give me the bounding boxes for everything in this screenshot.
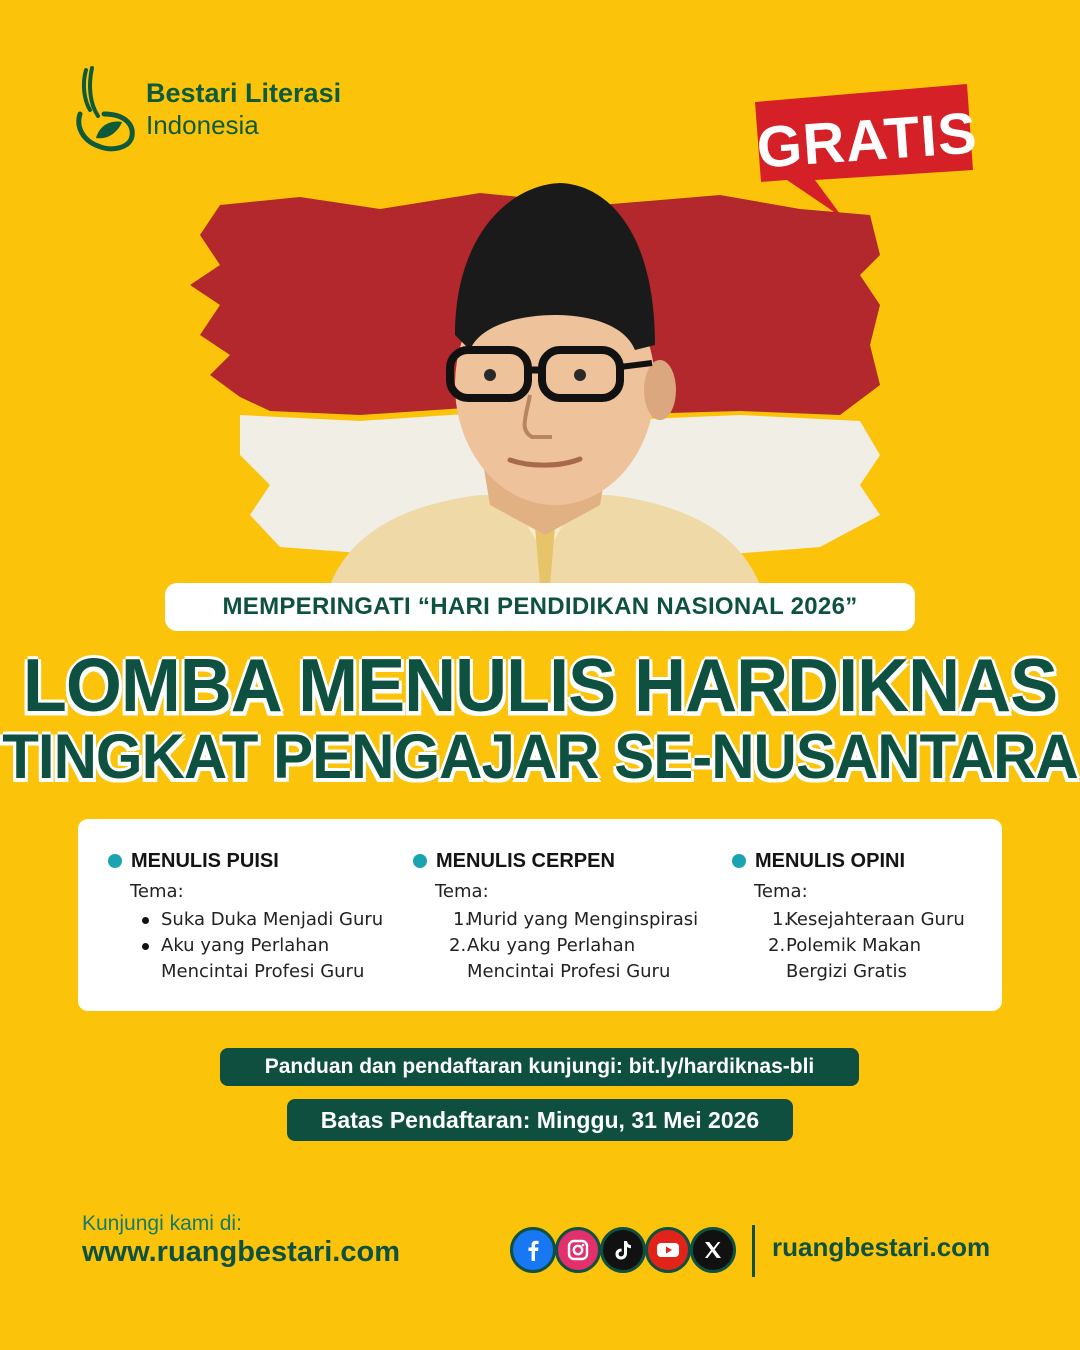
list-item: Suka Duka Menjadi Guru	[161, 907, 383, 933]
category-title: MENULIS PUISI	[131, 849, 279, 872]
bestari-leaf-logo-icon	[72, 64, 136, 154]
list-item: Bergizi Gratis	[786, 961, 907, 982]
teal-dot-icon	[732, 854, 746, 868]
bullet-icon	[142, 943, 149, 950]
bullet-icon	[142, 917, 149, 924]
category-title: MENULIS OPINI	[755, 849, 906, 872]
brand-name-line1: Bestari Literasi	[146, 78, 342, 108]
list-item: 1. Kesejahteraan Guru	[772, 909, 965, 930]
tiktok-icon[interactable]	[600, 1227, 646, 1273]
social-handle[interactable]: ruangbestari.com	[772, 1232, 991, 1262]
youtube-icon[interactable]	[645, 1227, 691, 1273]
instagram-icon[interactable]	[555, 1227, 601, 1273]
social-icons	[510, 1227, 736, 1273]
registration-guide-link[interactable]: Panduan dan pendaftaran kunjungi: bit.ly/hardiknas-bli	[220, 1048, 859, 1086]
theme-list	[413, 907, 698, 985]
list-item: Mencintai Profesi Guru	[161, 961, 365, 982]
brand-logo	[72, 64, 341, 154]
brand-name-line2: Indonesia	[146, 110, 259, 140]
website-link[interactable]: www.ruangbestari.com	[82, 1236, 400, 1268]
list-item: Mencintai Profesi Guru	[467, 961, 671, 982]
list-item: 2. Aku yang Perlahan	[449, 935, 636, 956]
hero-portrait-illustration	[180, 175, 900, 585]
x-icon[interactable]	[690, 1227, 736, 1273]
list-item: 2. Polemik Makan	[768, 935, 922, 956]
visit-label: Kunjungi kami di:	[82, 1212, 242, 1235]
commemoration-banner: MEMPERINGATI “HARI PENDIDIKAN NASIONAL 2026”	[165, 583, 915, 631]
theme-list	[108, 907, 383, 985]
event-title-line2: TINGKAT PENGAJAR SE-NUSANTARA	[2, 721, 1078, 792]
tema-label: Tema:	[130, 881, 184, 902]
list-item: Aku yang Perlahan	[161, 933, 383, 959]
tema-label: Tema:	[435, 881, 489, 902]
event-title-line1: LOMBA MENULIS HARDIKNAS	[22, 644, 1058, 728]
registration-deadline: Batas Pendaftaran: Minggu, 31 Mei 2026	[287, 1099, 793, 1141]
category-cerpen	[413, 849, 698, 985]
teal-dot-icon	[413, 854, 427, 868]
list-item: 1. Murid yang Menginspirasi	[453, 909, 699, 930]
gratis-label: GRATIS	[754, 99, 980, 181]
theme-list	[732, 907, 965, 985]
tema-label: Tema:	[754, 881, 808, 902]
category-puisi	[108, 849, 383, 985]
categories-card	[78, 819, 1002, 1011]
footer-divider	[752, 1225, 755, 1277]
category-title: MENULIS CERPEN	[436, 849, 615, 872]
teal-dot-icon	[108, 854, 122, 868]
category-opini	[732, 849, 965, 985]
facebook-icon[interactable]	[510, 1227, 556, 1273]
